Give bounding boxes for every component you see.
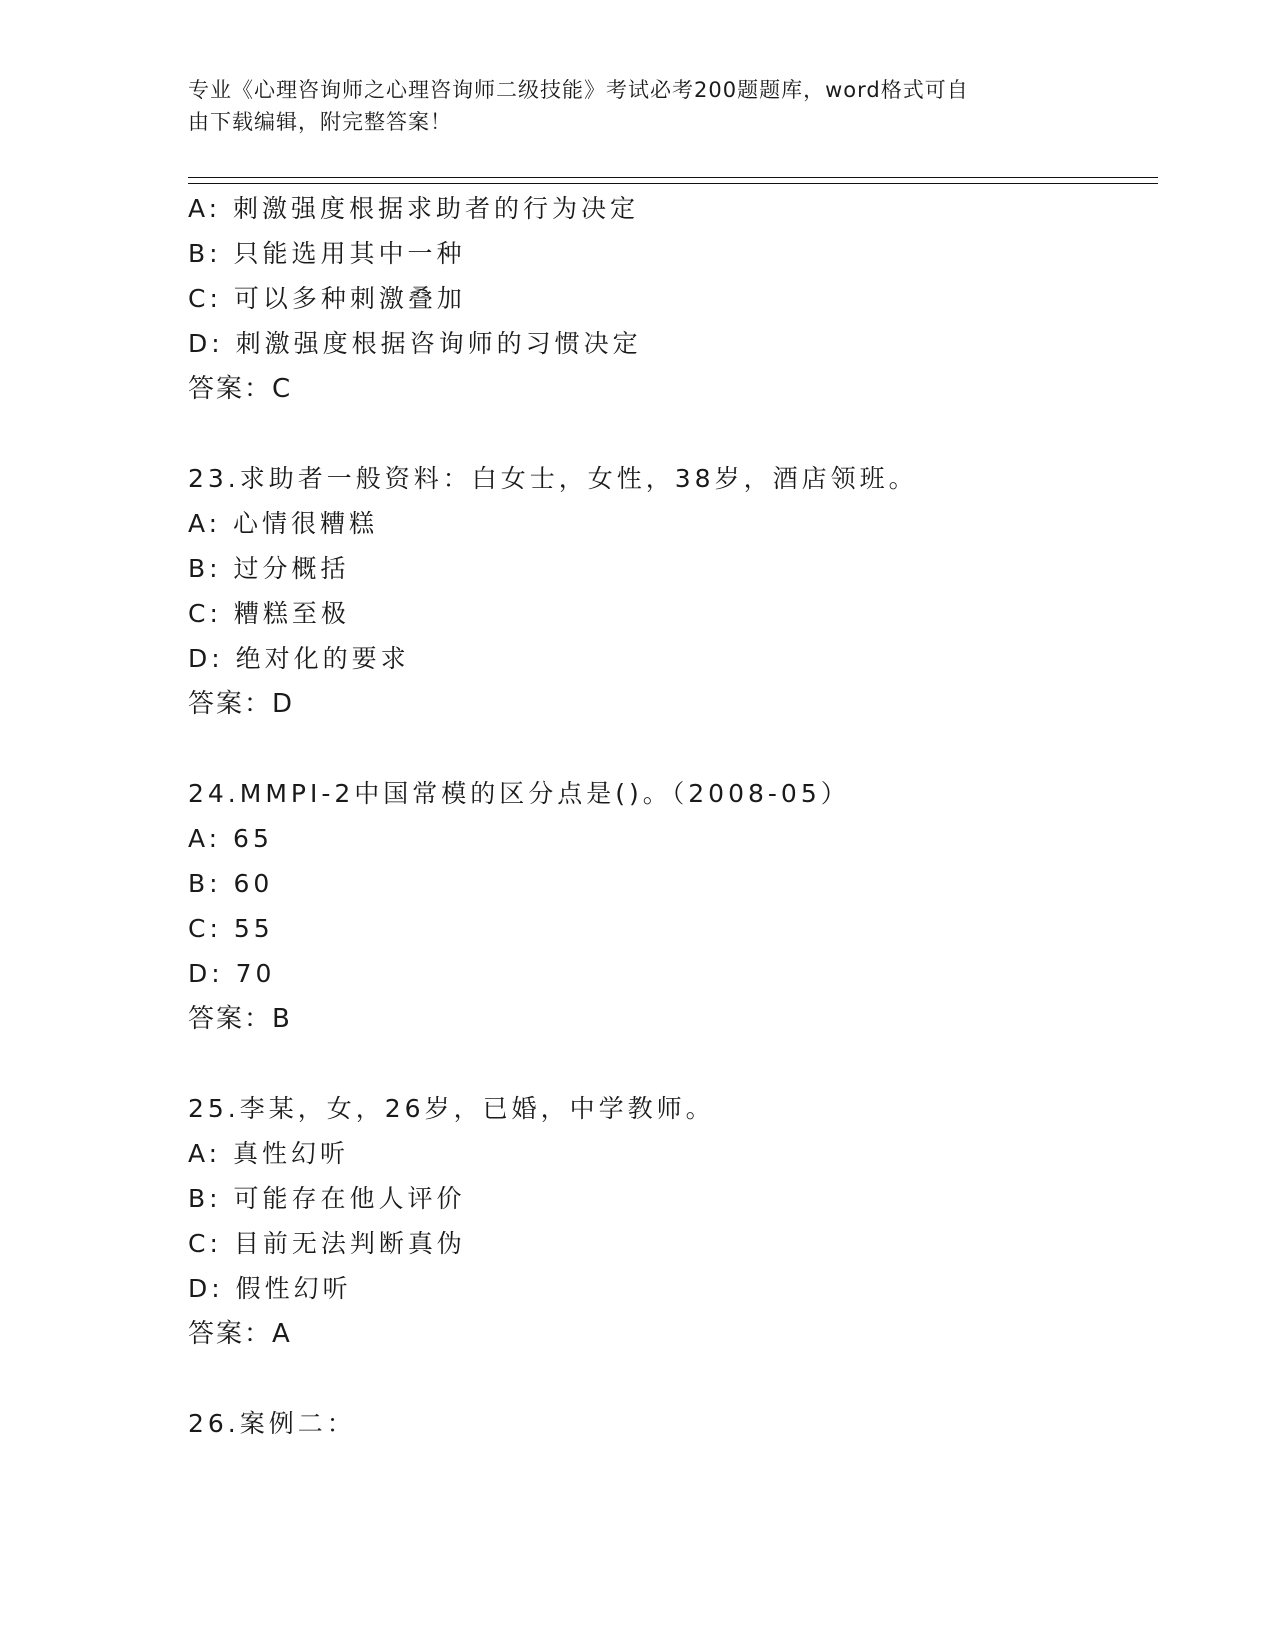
q24-option-d: D: 70 [188, 959, 276, 988]
q24-option-a: A: 65 [188, 824, 273, 853]
q25-answer: 答案：A [188, 1319, 292, 1349]
q22-option-c: C: 可以多种刺激叠加 [188, 284, 466, 313]
q22-option-d: D: 刺激强度根据咨询师的习惯决定 [188, 329, 642, 358]
document-header [188, 74, 1068, 138]
header-divider-bottom [188, 183, 1158, 184]
q23-option-b: B: 过分概括 [188, 554, 350, 583]
q25-option-c: C: 目前无法判断真伪 [188, 1229, 466, 1258]
q25-option-b: B: 可能存在他人评价 [188, 1184, 466, 1213]
q23-option-a: A: 心情很糟糕 [188, 509, 379, 538]
q23-question: 23.求助者一般资料：白女士，女性，38岁，酒店领班。 [188, 464, 918, 493]
q22-option-a: A: 刺激强度根据求助者的行为决定 [188, 194, 640, 223]
q24-option-b: B: 60 [188, 869, 274, 898]
header-line-1: 专业《心理咨询师之心理咨询师二级技能》考试必考200题题库，word格式可自 [188, 78, 969, 102]
q24-option-c: C: 55 [188, 914, 274, 943]
q26-question: 26.案例二： [188, 1409, 356, 1438]
q23-option-c: C: 糟糕至极 [188, 599, 350, 628]
q24-question: 24.MMPI-2中国常模的区分点是()。（2008-05） [188, 779, 850, 808]
q23-answer: 答案：D [188, 689, 295, 719]
q25-option-a: A: 真性幻听 [188, 1139, 350, 1168]
q25-question: 25.李某，女，26岁，已婚，中学教师。 [188, 1094, 715, 1123]
header-line-2: 由下载编辑，附完整答案！ [188, 110, 452, 134]
header-divider-top [188, 177, 1158, 178]
q24-answer: 答案：B [188, 1004, 292, 1034]
q23-option-d: D: 绝对化的要求 [188, 644, 410, 673]
q22-option-b: B: 只能选用其中一种 [188, 239, 466, 268]
q25-option-d: D: 假性幻听 [188, 1274, 352, 1303]
q22-answer: 答案：C [188, 374, 293, 404]
